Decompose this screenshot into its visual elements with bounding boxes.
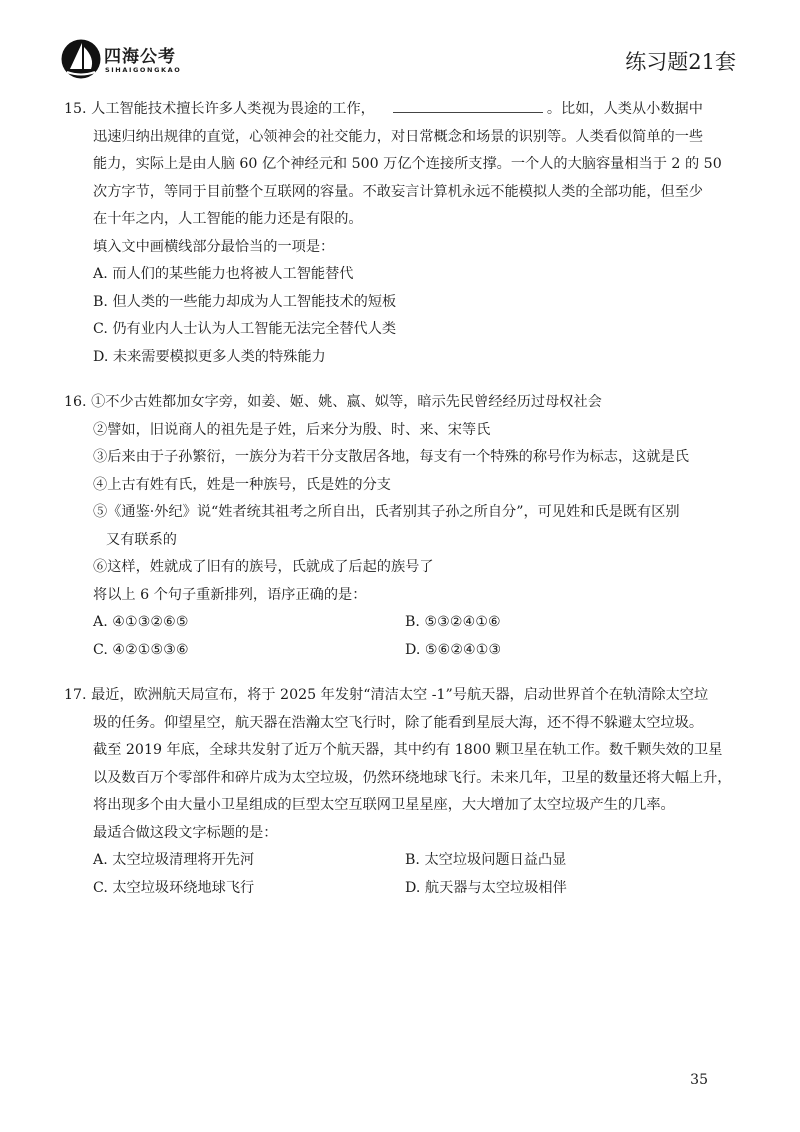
q16-number: 16. [64,394,87,410]
q17-line: 将出现多个由大量小卫星组成的巨型太空互联网卫星星座，大大增加了太空垃圾产生的几率。 [93,797,675,813]
q15-line-1 [64,96,724,124]
q16-sentence: ③后来由于子孙繁衍，一族分为若干分支散居各地，每支有一个特殊的称号作为标志，这就是氏 [93,449,689,465]
q15-line: 在十年之内，人工智能的能力还是有限的。 [93,211,363,227]
q17-option-d: D. 航天器与太空垃圾相伴 [405,879,567,896]
brand-logo [60,36,210,84]
q15-text: 人工智能技术擅长许多人类视为畏途的工作， [91,101,375,117]
q16-options-row [64,609,724,637]
q17-number: 17. [64,687,87,703]
q17-line: 圾的任务。仰望星空，航天器在浩瀚太空飞行时，除了能看到星辰大海，还不得不躲避太空垃圾。 [93,714,704,731]
q15-line: 迅速归纳出规律的直觉，心领神会的社交能力，对日常概念和场景的识别等。人类看似简单的一些 [93,128,704,145]
q17-options-row [64,847,724,875]
q16-sentence: ①不少古姓都加女字旁，如姜、姬、姚、嬴、姒等，暗示先民曾经经历过母权社会 [91,394,602,410]
q16-sentence: ②譬如，旧说商人的祖先是子姓，后来分为殷、时、来、宋等氏 [93,421,491,438]
q16-option-d: D. ⑤⑥②④①③ [405,641,502,658]
q17-line: 以及数百万个零部件和碎片成为太空垃圾，仍然环绕地球飞行。未来几年，卫星的数量还将大幅上升， [93,769,732,786]
q16-line-1 [64,389,724,417]
logo-subtitle: SIHAIGONGKAO [105,66,182,74]
set-title: 练习题21套 [625,50,736,74]
q15-option-c: C. 仍有业内人士认为人工智能无法完全替代人类 [93,321,397,337]
q17-prompt: 最适合做这段文字标题的是： [93,824,278,841]
q17-option-b: B. 太空垃圾问题日益凸显 [405,852,567,868]
q16-sentence: ⑥这样，姓就成了旧有的族号，氏就成了后起的族号了 [93,559,434,575]
page-header [60,36,740,86]
q17-option-c: C. 太空垃圾环绕地球飞行 [93,879,255,896]
question-17 [64,682,732,902]
q15-blank [393,100,543,113]
q15-option-a: A. 而人们的某些能力也将被人工智能替代 [93,266,354,282]
q15-option-b: B. 但人类的一些能力却成为人工智能技术的短板 [93,293,397,310]
q15-number: 15. [64,101,87,117]
q15-prompt: 填入文中画横线部分最恰当的一项是： [93,238,335,255]
q15-text: 。比如，人类从小数据中 [546,101,703,117]
q16-prompt: 将以上 6 个句子重新排列，语序正确的是： [93,586,367,603]
q16-sentence: ⑤《通鉴·外纪》说“姓者统其祖考之所自出，氏者别其子孙之所自分”，可见姓和氏是既有区别 [93,504,680,520]
question-15 [64,96,724,371]
q15-line: 能力，实际上是由人脑 60 亿个神经元和 500 万亿个连接所支撑。一个人的大脑容量相当于 2 的 50 [93,156,722,172]
q16-sentence: ④上古有姓有氏，姓是一种族号，氏是姓的分支 [93,476,391,493]
q16-option-c: C. ④②①⑤③⑥ [93,641,189,658]
q15-line: 次方字节，等同于目前整个互联网的容量。不敢妄言计算机永远不能模拟人类的全部功能，但至少 [93,183,704,200]
question-16 [64,389,724,664]
sailboat-logo-icon [60,38,102,80]
q17-line: 截至 2019 年底，全球共发射了近万个航天器，其中约有 1800 颗卫星在轨工作。数千颗失效的卫星 [93,742,723,758]
logo-name: 四海公考 [104,47,176,67]
q17-text: 最近，欧洲航天局宣布，将于 2025 年发射“清洁太空 -1”号航天器，启动世界首个在轨清除太空垃 [91,687,709,703]
page-number: 35 [690,1072,708,1088]
q17-line-1 [64,682,724,710]
q16-sentence-cont: 又有联系的 [106,531,177,548]
q16-option-b: B. ⑤③②④①⑥ [405,614,501,630]
q17-option-a: A. 太空垃圾清理将开先河 [93,852,255,868]
q17-options-row [64,875,724,903]
q16-options-row [64,637,724,665]
q16-option-a: A. ④①③②⑥⑤ [93,614,189,630]
question-list [64,96,732,902]
q15-option-d: D. 未来需要模拟更多人类的特殊能力 [93,348,326,365]
